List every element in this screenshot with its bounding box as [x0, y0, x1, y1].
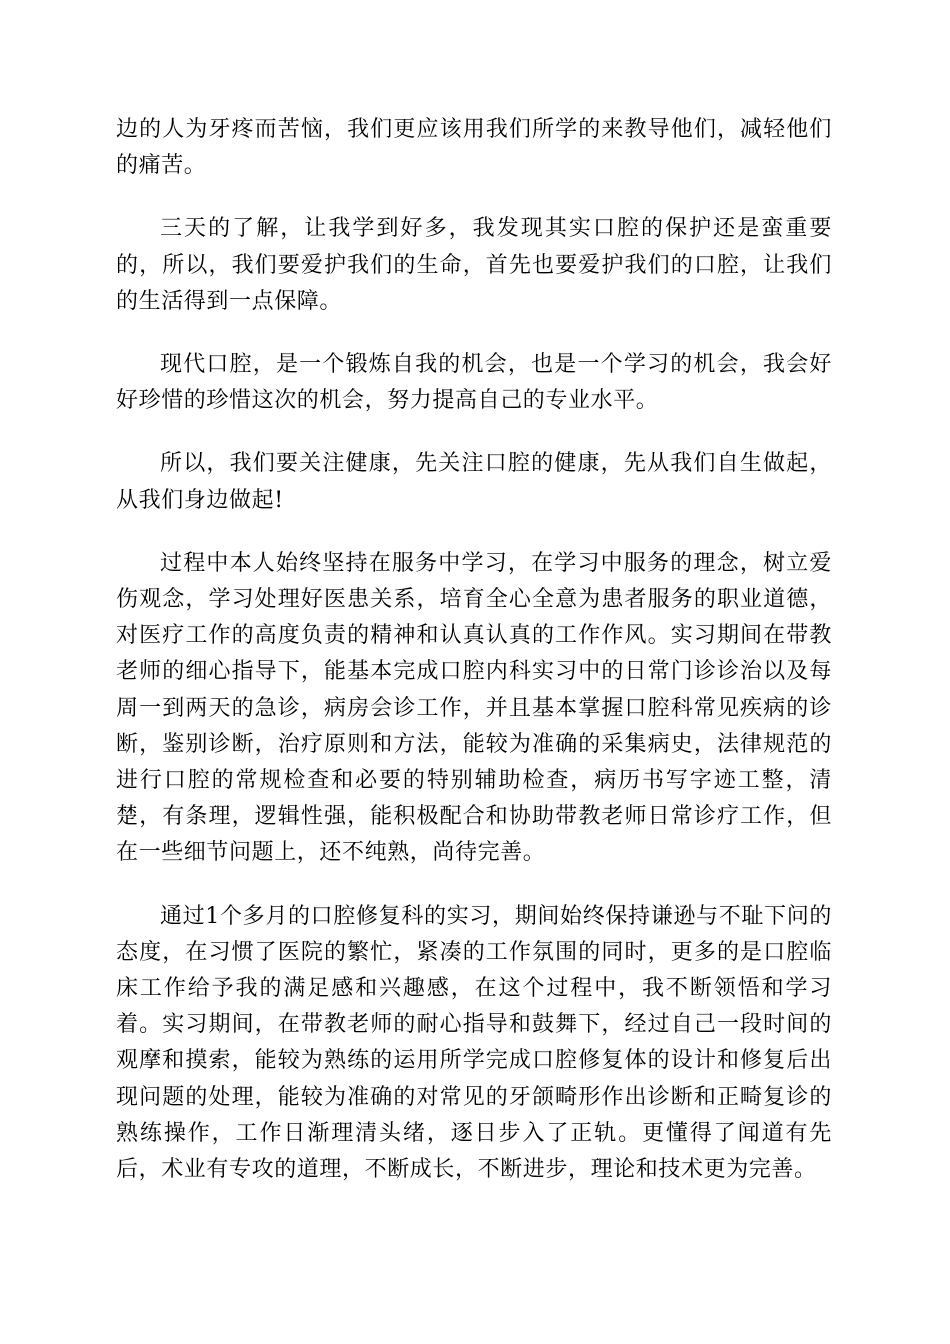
document-body: [116, 112, 832, 1188]
paragraph: 通过1个多月的口腔修复科的实习，期间始终保持谦逊与不耻下问的态度，在习惯了医院的繁忙，紧凑的工作氛围的同时，更多的是口腔临床工作给予我的满足感和兴趣感，在这个过程中，我不断领悟和学习着。实习期间，在带教老师的耐心指导和鼓舞下，经过自己一段时间的观摩和摸索，能较为熟练的运用所学完成口腔修复体的设计和修复后出现问题的处理，能较为准确的对常见的牙颌畸形作出诊断和正畸复诊的熟练操作，工作日渐理清头绪，逐日步入了正轨。更懂得了闻道有先后，术业有专攻的道理，不断成长，不断进步，理论和技术更为完善。: [116, 903, 832, 1183]
paragraph: 所以，我们要关注健康，先关注口腔的健康，先从我们自生做起，从我们身边做起!: [116, 451, 832, 513]
paragraph: 过程中本人始终坚持在服务中学习，在学习中服务的理念，树立爱伤观念，学习处理好医患关系，培育全心全意为患者服务的职业道德，对医疗工作的高度负责的精神和认真认真的工作作风。实习期间在带教老师的细心指导下，能基本完成口腔内科实习中的日常门诊诊治以及每周一到两天的急诊，病房会诊工作，并且基本掌握口腔科常见疾病的诊断，鉴别诊断，治疗原则和方法，能较为准确的采集病史，法律规范的进行口腔的常规检查和必要的特别辅助检查，病历书写字迹工整，清楚，有条理，逻辑性强，能积极配合和协助带教老师日常诊疗工作，但在一些细节问题上，还不纯熟，尚待完善。: [116, 550, 832, 866]
paragraph: 三天的了解，让我学到好多，我发现其实口腔的保护还是蛮重要的，所以，我们要爱护我们的生命，首先也要爱护我们的口腔，让我们的生活得到一点保障。: [116, 216, 832, 314]
paragraph: 现代口腔，是一个锻炼自我的机会，也是一个学习的机会，我会好好珍惜的珍惜这次的机会，努力提高自己的专业水平。: [116, 352, 832, 414]
paragraph-continued: 边的人为牙疼而苦恼，我们更应该用我们所学的来教导他们，减轻他们的痛苦。: [116, 117, 832, 179]
